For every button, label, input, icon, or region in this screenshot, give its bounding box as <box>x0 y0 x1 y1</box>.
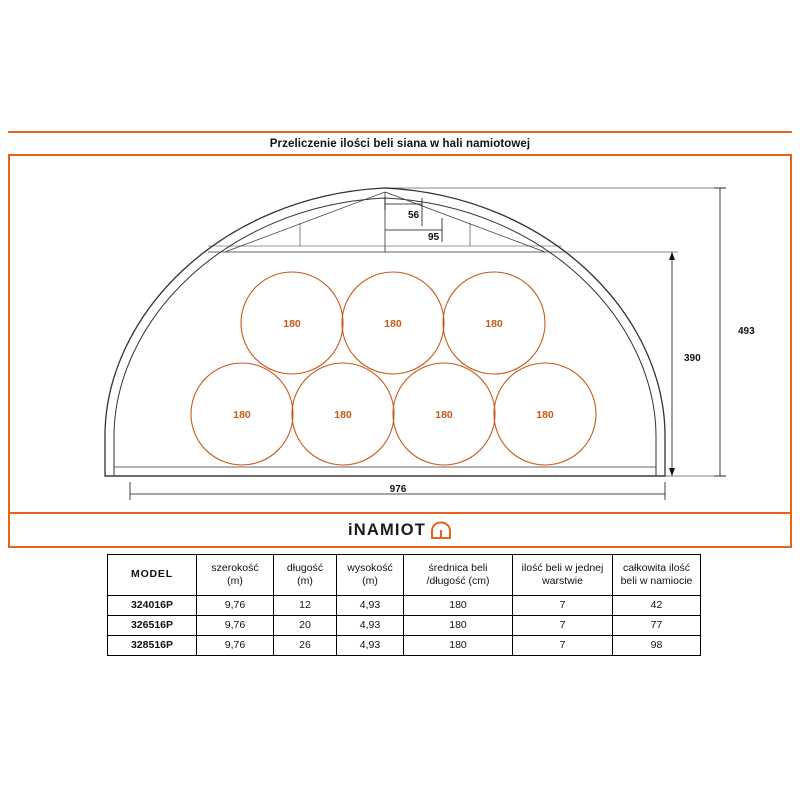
cell-dlugosc: 26 <box>274 636 337 656</box>
th-wysokosc-line2: (m) <box>362 575 378 587</box>
bale-label: 180 <box>384 318 402 330</box>
th-srednica-line2: /długość (cm) <box>426 575 490 587</box>
th-calkowita-line2: beli w namiocie <box>620 575 693 587</box>
th-warstwa-line1: ilość beli w jednej <box>521 561 604 574</box>
bale-bottom-1 <box>191 363 293 465</box>
tent-arch-icon <box>430 521 452 539</box>
th-warstwa-line2: warstwie <box>542 575 583 587</box>
page-title: Przeliczenie ilości beli siana w hali namiotowej <box>269 137 531 150</box>
cell-calkowita: 98 <box>613 636 701 656</box>
th-szerokosc-line2: (m) <box>227 575 243 587</box>
cell-warstwa: 7 <box>513 596 613 616</box>
cell-model: 324016P <box>108 596 197 616</box>
drawing-title-band <box>8 131 792 156</box>
cell-szerokosc: 9,76 <box>197 636 274 656</box>
bale-bottom-2 <box>292 363 394 465</box>
cell-model: 328516P <box>108 636 197 656</box>
th-srednica <box>404 555 513 596</box>
bale-label: 180 <box>233 409 251 421</box>
bale-label: 180 <box>485 318 503 330</box>
cell-wysokosc: 4,93 <box>337 636 404 656</box>
dim-390-arrow-top <box>669 252 675 260</box>
dim-label-56: 56 <box>408 210 420 221</box>
bale-top-1 <box>241 272 343 374</box>
cross-section-frame <box>8 156 792 514</box>
cell-wysokosc: 4,93 <box>337 596 404 616</box>
cell-calkowita: 77 <box>613 616 701 636</box>
cell-dlugosc: 20 <box>274 616 337 636</box>
spec-table <box>107 554 701 656</box>
th-szerokosc <box>197 555 274 596</box>
th-szerokosc-line1: szerokość <box>211 561 259 574</box>
dim-label-390: 390 <box>684 353 701 364</box>
brand-name: iNAMIOT <box>347 520 427 539</box>
th-wysokosc <box>337 555 404 596</box>
th-calkowita <box>613 555 701 596</box>
cell-szerokosc: 9,76 <box>197 616 274 636</box>
table-row <box>108 596 701 616</box>
th-wysokosc-line1: wysokość <box>347 561 393 574</box>
cell-srednica: 180 <box>404 636 513 656</box>
cell-model: 326516P <box>108 616 197 636</box>
cell-dlugosc: 12 <box>274 596 337 616</box>
th-warstwa <box>513 555 613 596</box>
table-header-row <box>108 555 701 596</box>
tent-cross-section-drawing <box>10 156 790 510</box>
dim-390-arrow-bottom <box>669 468 675 476</box>
bale-label: 180 <box>283 318 301 330</box>
bale-bottom-4 <box>494 363 596 465</box>
cell-warstwa: 7 <box>513 636 613 656</box>
brand-logo-band <box>8 514 792 548</box>
th-dlugosc-line1: długość <box>286 561 324 574</box>
th-dlugosc-line2: (m) <box>297 575 313 587</box>
bale-top-3 <box>443 272 545 374</box>
th-dlugosc <box>274 555 337 596</box>
spec-table-wrap <box>107 554 693 656</box>
cell-srednica: 180 <box>404 596 513 616</box>
cell-wysokosc: 4,93 <box>337 616 404 636</box>
dim-label-976: 976 <box>389 484 407 495</box>
dim-label-95: 95 <box>428 232 440 243</box>
th-model <box>108 555 197 596</box>
th-calkowita-line1: całkowita ilość <box>622 561 691 574</box>
bale-label: 180 <box>536 409 554 421</box>
dim-label-493: 493 <box>738 326 755 337</box>
th-srednica-line1: średnica beli <box>428 561 488 574</box>
bale-top-2 <box>342 272 444 374</box>
cell-warstwa: 7 <box>513 616 613 636</box>
table-row <box>108 616 701 636</box>
cell-szerokosc: 9,76 <box>197 596 274 616</box>
bale-bottom-3 <box>393 363 495 465</box>
cell-calkowita: 42 <box>613 596 701 616</box>
cell-srednica: 180 <box>404 616 513 636</box>
bale-label: 180 <box>334 409 352 421</box>
bale-label: 180 <box>435 409 453 421</box>
table-row <box>108 636 701 656</box>
th-model-line1: MODEL <box>131 568 173 581</box>
